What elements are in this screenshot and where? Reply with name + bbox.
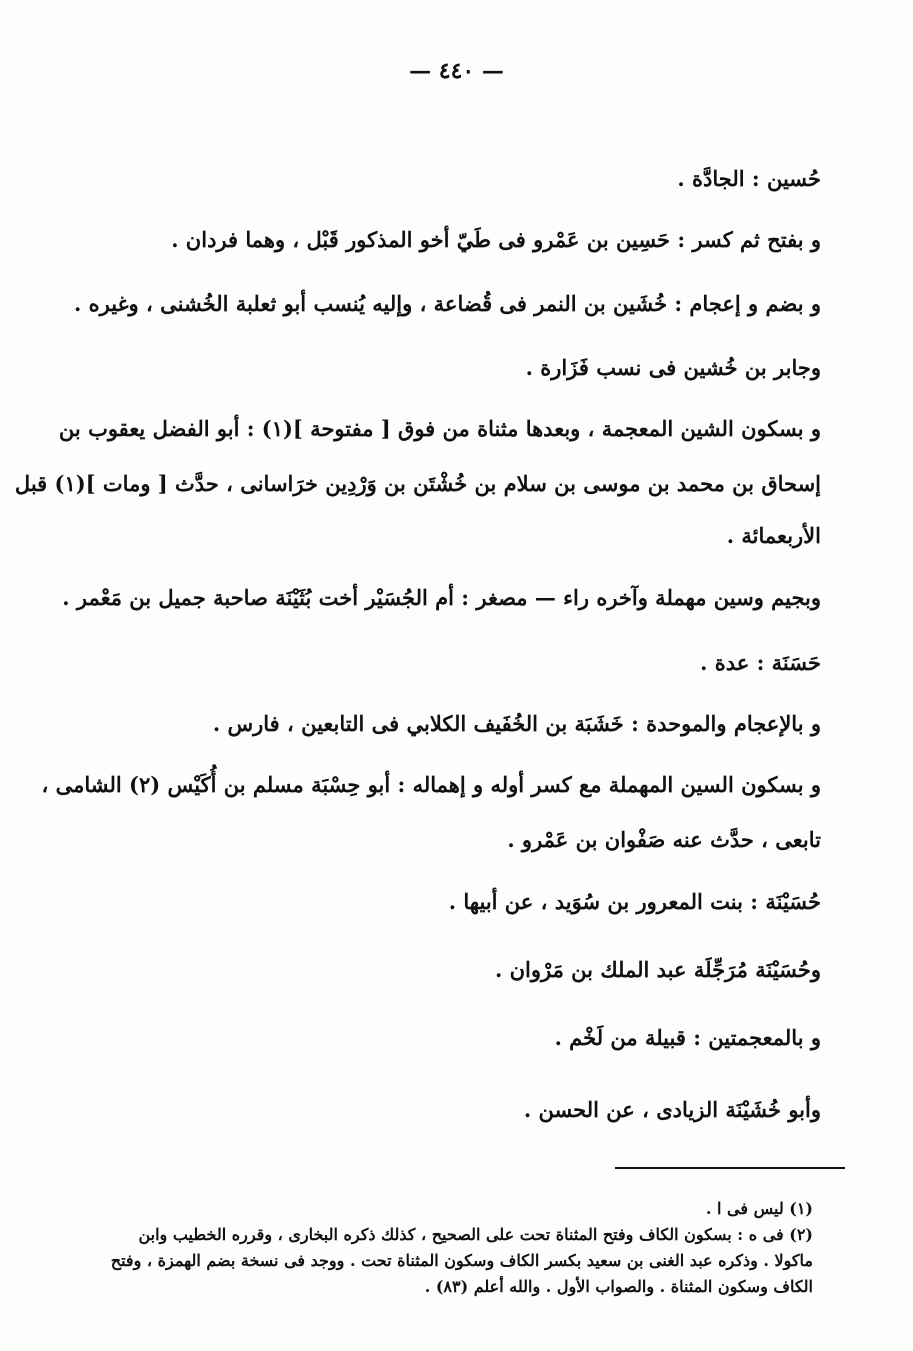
text-line: حُسَيْنَة : بنت المعرور بن سُوَيد ، عن أبيها . [448, 889, 821, 914]
text-line: و بسكون السين المهملة مع كسر أوله و إهماله : أبو حِسْبَة مسلم بن أُكَيْس (٢) الشامى ، [41, 772, 821, 797]
footnote-line: (١) ليس فى ا . [705, 1199, 813, 1218]
text-line: و بالإعجام والموحدة : خَشَبَة بن الخُفَيف الكلابي فى التابعين ، فارس . [212, 711, 821, 736]
text-line: تابعى ، حدَّث عنه صَفْوان بن عَمْرو . [507, 827, 821, 852]
footnote-line: الكاف وسكون المثناة . والصواب الأول . والله أعلم (٨٣) . [424, 1277, 813, 1296]
footnotes [86, 1196, 813, 1300]
main-text [14, 150, 821, 1146]
text-line: وبجيم وسين مهملة وآخره راء — مصغر : أم الجُسَيْر أخت بُثَيْنَة صاحبة جميل بن مَعْمر . [62, 585, 821, 610]
text-line: و بسكون الشين المعجمة ، وبعدها مثناة من فوق [ مفتوحة ](١) : أبو الفضل يعقوب بن [58, 416, 821, 441]
text-line: وجابر بن خُشين فى نسب فَزَارة . [525, 355, 821, 380]
text-line: وحُسَيْنَة مُرَجِّلَة عبد الملك بن مَرْوان . [495, 957, 821, 982]
text-line: حُسين : الجادَّة . [677, 166, 821, 191]
text-line: و بالمعجمتين : قبيلة من لَخْم . [554, 1025, 821, 1050]
footnote-line: ماكولا . وذكره عبد الغنى بن سعيد بكسر الكاف وسكون المثناة تحت . ووجد فى نسخة بضم الهمزة ، وفتح [110, 1251, 813, 1270]
page-number: — ٤٤٠ — [409, 58, 504, 84]
footnote-separator [615, 1167, 845, 1169]
text-line: و بفتح ثم كسر : حَسِين بن عَمْرو فى طَيّ أخو المذكور قَبْل ، وهما فردان . [171, 227, 821, 252]
text-line: حَسَنَة : عدة . [700, 650, 821, 675]
text-line: وأبو خُشَيْنَة الزيادى ، عن الحسن . [523, 1097, 821, 1122]
text-line: إسحاق بن محمد بن موسى بن سلام بن خُشْتَن بن وَرْدِين خرَاسانى ، حدَّث [ ومات ](١) قبل [14, 471, 821, 496]
text-line: و بضم و إعجام : خُشَين بن النمر فى قُضاعة ، وإليه يُنسب أبو ثعلبة الخُشنى ، وغيره . [74, 291, 821, 316]
text-line: الأربعمائة . [726, 523, 821, 548]
footnote-line: (٢) فى ه : بسكون الكاف وفتح المثناة تحت على الصحيح ، كذلك ذكره البخارى ، وقرره الخطيب وابن [138, 1225, 813, 1244]
